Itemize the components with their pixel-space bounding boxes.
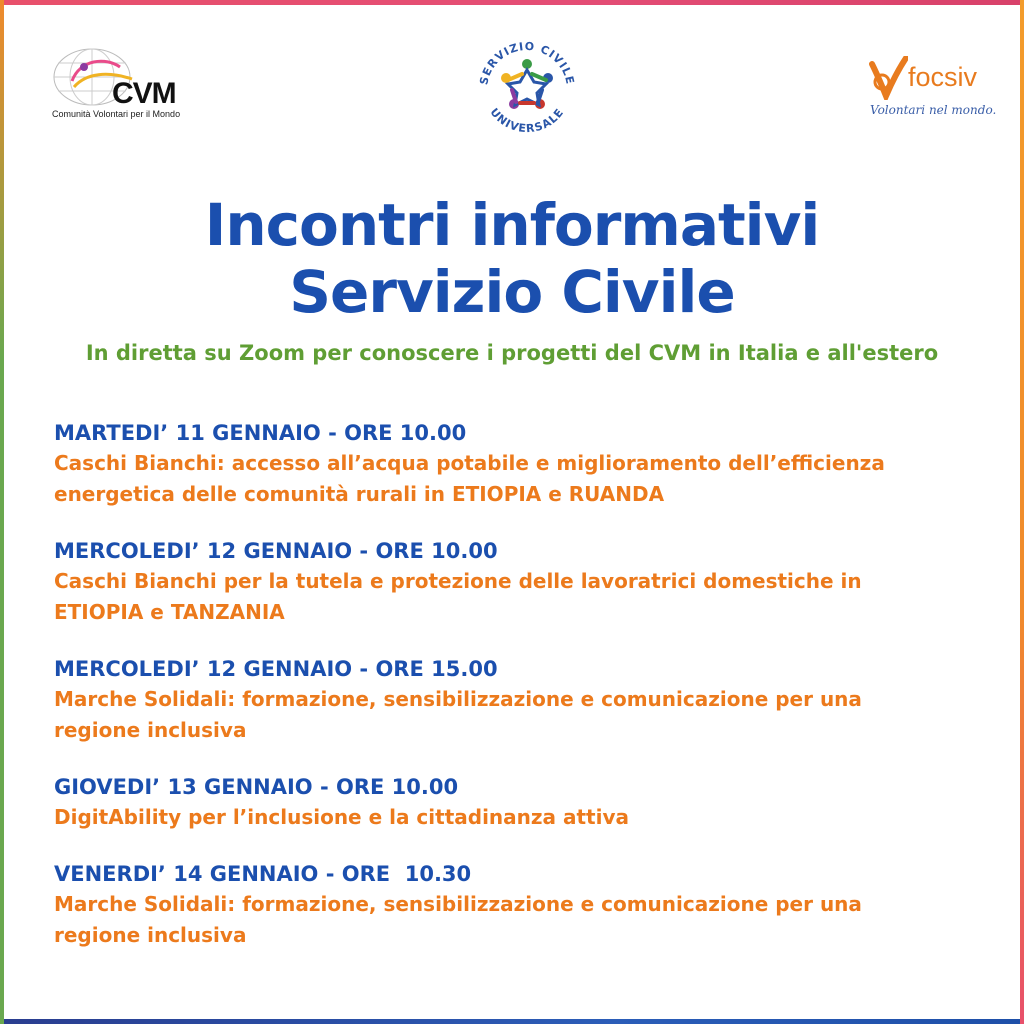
page-title-line-2: Servizio Civile [289, 258, 735, 326]
event-description-line: energetica delle comunità rurali in ETIOPIA e RUANDA [54, 482, 665, 506]
event-item [54, 859, 994, 951]
emblem-top-text: SERVIZIO CIVILE [477, 39, 577, 87]
frame-left-border [0, 0, 4, 1024]
event-date: VENERDI’ 14 GENNAIO - ORE 10.30 [54, 862, 472, 886]
frame-top-border [0, 0, 1024, 5]
focsiv-logo [862, 52, 997, 122]
event-item [54, 654, 994, 746]
focsiv-v-icon [868, 56, 908, 100]
event-item [54, 536, 994, 628]
event-item [54, 418, 994, 510]
page-subtitle: In diretta su Zoom per conoscere i progetti del CVM in Italia e all'estero [85, 341, 939, 365]
cvm-letters: CVM [112, 77, 176, 110]
focsiv-wordmark: focsiv [908, 62, 978, 92]
frame-bottom-border [0, 1019, 1024, 1024]
event-description-line: DigitAbility per l’inclusione e la cittadinanza attiva [54, 805, 629, 829]
focsiv-tagline: Volontari nel mondo. [870, 103, 997, 117]
event-description-line: Marche Solidali: formazione, sensibilizzazione e comunicazione per una [54, 687, 862, 711]
servizio-civile-emblem [470, 30, 585, 145]
event-description-line: regione inclusiva [54, 923, 247, 947]
event-description-line: Marche Solidali: formazione, sensibilizzazione e comunicazione per una [54, 892, 862, 916]
cvm-logo [50, 45, 190, 125]
emblem-bottom-text: UNIVERSALE [487, 105, 567, 136]
event-description-line: regione inclusiva [54, 718, 247, 742]
star-people-icon [501, 59, 553, 109]
event-date: MERCOLEDI’ 12 GENNAIO - ORE 15.00 [54, 657, 498, 681]
event-description-line: Caschi Bianchi: accesso all’acqua potabile e miglioramento dell’efficienza [54, 451, 885, 475]
event-date: GIOVEDI’ 13 GENNAIO - ORE 10.00 [54, 775, 459, 799]
servizio-civile-logo [470, 30, 585, 145]
cvm-subtitle: Comunità Volontari per il Mondo [52, 109, 181, 119]
events-list [54, 418, 994, 977]
event-date: MERCOLEDI’ 12 GENNAIO - ORE 10.00 [54, 539, 498, 563]
event-description-line: ETIOPIA e TANZANIA [54, 600, 285, 624]
page-title-line-1: Incontri informativi [204, 191, 820, 259]
event-description-line: Caschi Bianchi per la tutela e protezione delle lavoratrici domestiche in [54, 569, 862, 593]
event-date: MARTEDI’ 11 GENNAIO - ORE 10.00 [54, 421, 467, 445]
frame-right-border [1020, 0, 1024, 1024]
event-item [54, 772, 994, 833]
